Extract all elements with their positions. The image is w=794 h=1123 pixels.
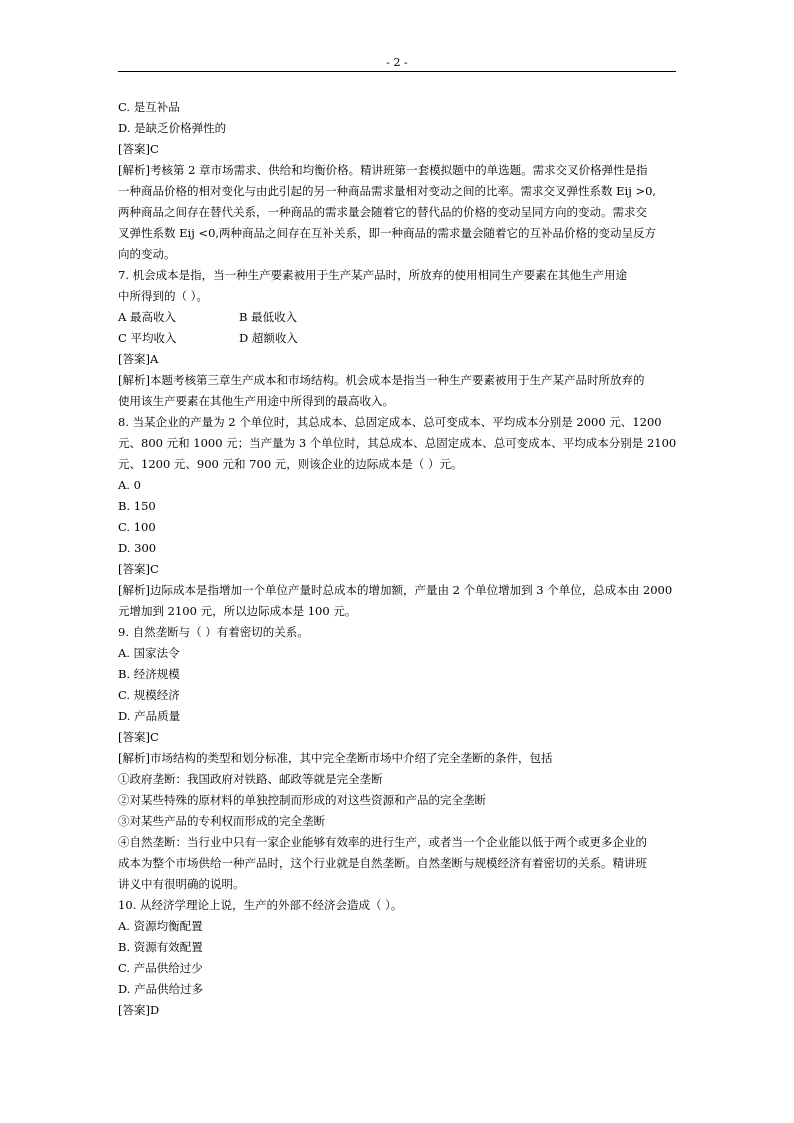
text-line: B. 经济规模 (118, 667, 180, 681)
option-row (118, 328, 676, 349)
option-right: D 超额收入 (239, 331, 298, 345)
text-line: 一种商品价格的相对变化与由此引起的另一种商品需求量相对变动之间的比率。需求交叉弹性系数 Eij >0, (118, 184, 657, 198)
text-line: 元增加到 2100 元，所以边际成本是 100 元。 (118, 604, 357, 618)
text-line: 叉弹性系数 Eij <0,两种商品之间存在互补关系，即一种商品的需求量会随着它的互补品价格的变动呈反方 (118, 226, 657, 240)
text-line: C. 产品供给过少 (118, 961, 203, 975)
text-line: [解析]市场结构的类型和划分标准，其中完全垄断市场中介绍了完全垄断的条件，包括 (118, 751, 553, 765)
text-line: [答案]C (118, 730, 159, 744)
text-line: B. 150 (118, 499, 156, 513)
text-line: [解析]边际成本是指增加一个单位产量时总成本的增加额，产量由 2 个单位增加到 3 个单位，总成本由 2000 (118, 583, 673, 597)
text-block-1 (118, 97, 676, 307)
text-line: D. 300 (118, 541, 157, 555)
text-line: 7. 机会成本是指，当一种生产要素被用于生产某产品时，所放弃的使用相同生产要素在其他生产用途 (118, 268, 628, 282)
text-line: 10. 从经济学理论上说，生产的外部不经济会造成（ ）。 (118, 898, 403, 912)
page-header: - 2 - (386, 56, 408, 69)
text-line: ①政府垄断：我国政府对铁路、邮政等就是完全垄断 (118, 772, 383, 786)
text-line: B. 资源有效配置 (118, 940, 203, 954)
text-line: A. 0 (118, 478, 141, 492)
text-line: 元、1200 元、900 元和 700 元，则该企业的边际成本是（ ）元。 (118, 457, 463, 471)
text-line: [答案]C (118, 562, 159, 576)
text-line: ②对某些特殊的原材料的单独控制而形成的对这些资源和产品的完全垄断 (118, 793, 486, 807)
text-line: C. 100 (118, 520, 156, 534)
text-line: C. 规模经济 (118, 688, 180, 702)
text-line: A. 国家法令 (118, 646, 180, 660)
text-line: 成本为整个市场供给一种产品时，这个行业就是自然垄断。自然垄断与规模经济有着密切的关系。精讲班 (118, 856, 647, 870)
text-line: C. 是互补品 (118, 100, 180, 114)
text-line: ③对某些产品的专利权而形成的完全垄断 (118, 814, 325, 828)
text-block-2 (118, 349, 676, 1021)
text-line: [答案]A (118, 352, 159, 366)
text-line: D. 产品供给过多 (118, 982, 204, 996)
text-line: ④自然垄断：当行业中只有一家企业能够有效率的进行生产，或者当一个企业能以低于两个或更多企业的 (118, 835, 647, 849)
text-line: 向的变动。 (118, 247, 176, 261)
text-line: 讲义中有很明确的说明。 (118, 877, 245, 891)
text-line: [解析]考核第 2 章市场需求、供给和均衡价格。精讲班第一套模拟题中的单选题。需求交叉价格弹性是指 (118, 163, 648, 177)
option-row (118, 307, 676, 328)
text-line: 元、800 元和 1000 元；当产量为 3 个单位时，其总成本、总固定成本、总可变成本、平均成本分别是 2100 (118, 436, 676, 450)
document-body (118, 97, 676, 1021)
text-line: A. 资源均衡配置 (118, 919, 203, 933)
option-left: A 最高收入 (118, 310, 176, 324)
header-rule (118, 71, 676, 72)
text-line: 中所得到的（ ）。 (118, 289, 208, 303)
text-line: 使用该生产要素在其他生产用途中所得到的最高收入。 (118, 394, 394, 408)
text-line: D. 产品质量 (118, 709, 181, 723)
option-right: B 最低收入 (239, 310, 298, 324)
text-line: 9. 自然垄断与（ ）有着密切的关系。 (118, 625, 309, 639)
text-line: 8. 当某企业的产量为 2 个单位时，其总成本、总固定成本、总可变成本、平均成本分别是 2000 元、1200 (118, 415, 662, 429)
text-line: D. 是缺乏价格弹性的 (118, 121, 227, 135)
text-line: 两种商品之间存在替代关系，一种商品的需求量会随着它的替代品的价格的变动呈同方向的变动。需求交 (118, 205, 647, 219)
text-line: [解析]本题考核第三章生产成本和市场结构。机会成本是指当一种生产要素被用于生产某产品时所放弃的 (118, 373, 645, 387)
question-7-options (118, 307, 676, 349)
text-line: [答案]C (118, 142, 159, 156)
text-line: [答案]D (118, 1003, 160, 1017)
option-left: C 平均收入 (118, 331, 177, 345)
